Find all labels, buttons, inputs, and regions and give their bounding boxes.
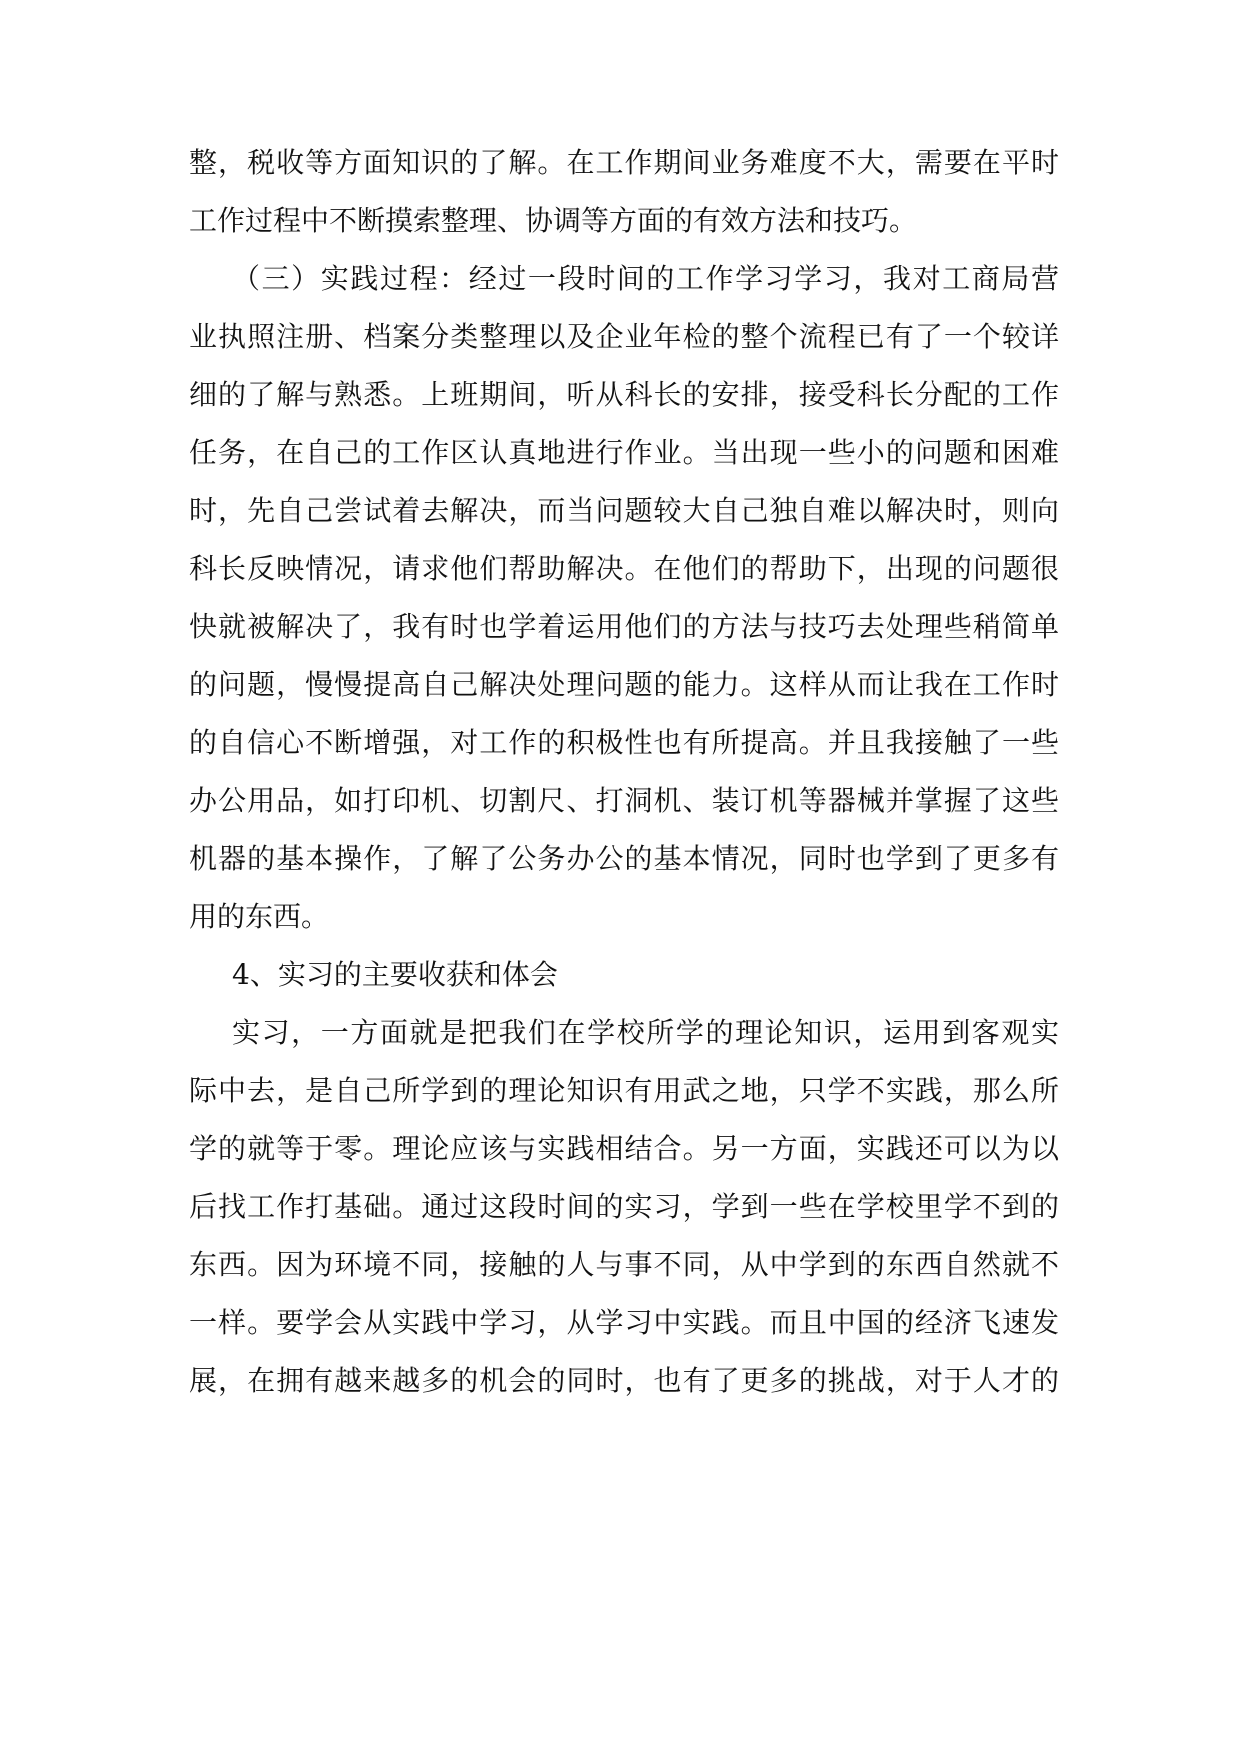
- text-line: 快就被解决了，我有时也学着运用他们的方法与技巧去处理些稍简单: [189, 610, 1059, 643]
- text-line: （三）实践过程：经过一段时间的工作学习学习，我对工商局营: [232, 262, 1059, 295]
- text-line: 展，在拥有越来越多的机会的同时，也有了更多的挑战，对于人才的: [189, 1364, 1059, 1397]
- text-line: 时，先自己尝试着去解决，而当问题较大自己独自难以解决时，则向: [189, 494, 1059, 527]
- text-line: 东西。因为环境不同，接触的人与事不同，从中学到的东西自然就不: [189, 1248, 1059, 1281]
- text-line: 机器的基本操作，了解了公务办公的基本情况，同时也学到了更多有: [189, 842, 1059, 875]
- text-line: 后找工作打基础。通过这段时间的实习，学到一些在学校里学不到的: [189, 1190, 1059, 1223]
- section-heading: 4、实习的主要收获和体会: [232, 958, 558, 991]
- text-line: 业执照注册、档案分类整理以及企业年检的整个流程已有了一个较详: [189, 320, 1059, 353]
- text-line: 实习，一方面就是把我们在学校所学的理论知识，运用到客观实: [232, 1016, 1059, 1049]
- text-line: 办公用品，如打印机、切割尺、打洞机、装订机等器械并掌握了这些: [189, 784, 1059, 817]
- text-line: 工作过程中不断摸索整理、协调等方面的有效方法和技巧。: [189, 204, 918, 237]
- text-line: 细的了解与熟悉。上班期间，听从科长的安排，接受科长分配的工作: [189, 378, 1059, 411]
- text-line: 的自信心不断增强，对工作的积极性也有所提高。并且我接触了一些: [189, 726, 1059, 759]
- text-line: 科长反映情况，请求他们帮助解决。在他们的帮助下，出现的问题很: [189, 552, 1059, 585]
- text-line: 的问题，慢慢提高自己解决处理问题的能力。这样从而让我在工作时: [189, 668, 1059, 701]
- text-line: 学的就等于零。理论应该与实践相结合。另一方面，实践还可以为以: [189, 1132, 1059, 1165]
- text-line: 际中去，是自己所学到的理论知识有用武之地，只学不实践，那么所: [189, 1074, 1059, 1107]
- text-line: 整，税收等方面知识的了解。在工作期间业务难度不大，需要在平时: [189, 146, 1059, 179]
- text-line: 一样。要学会从实践中学习，从学习中实践。而且中国的经济飞速发: [189, 1306, 1059, 1339]
- text-line: 用的东西。: [189, 900, 330, 933]
- text-line: 任务，在自己的工作区认真地进行作业。当出现一些小的问题和困难: [189, 436, 1059, 469]
